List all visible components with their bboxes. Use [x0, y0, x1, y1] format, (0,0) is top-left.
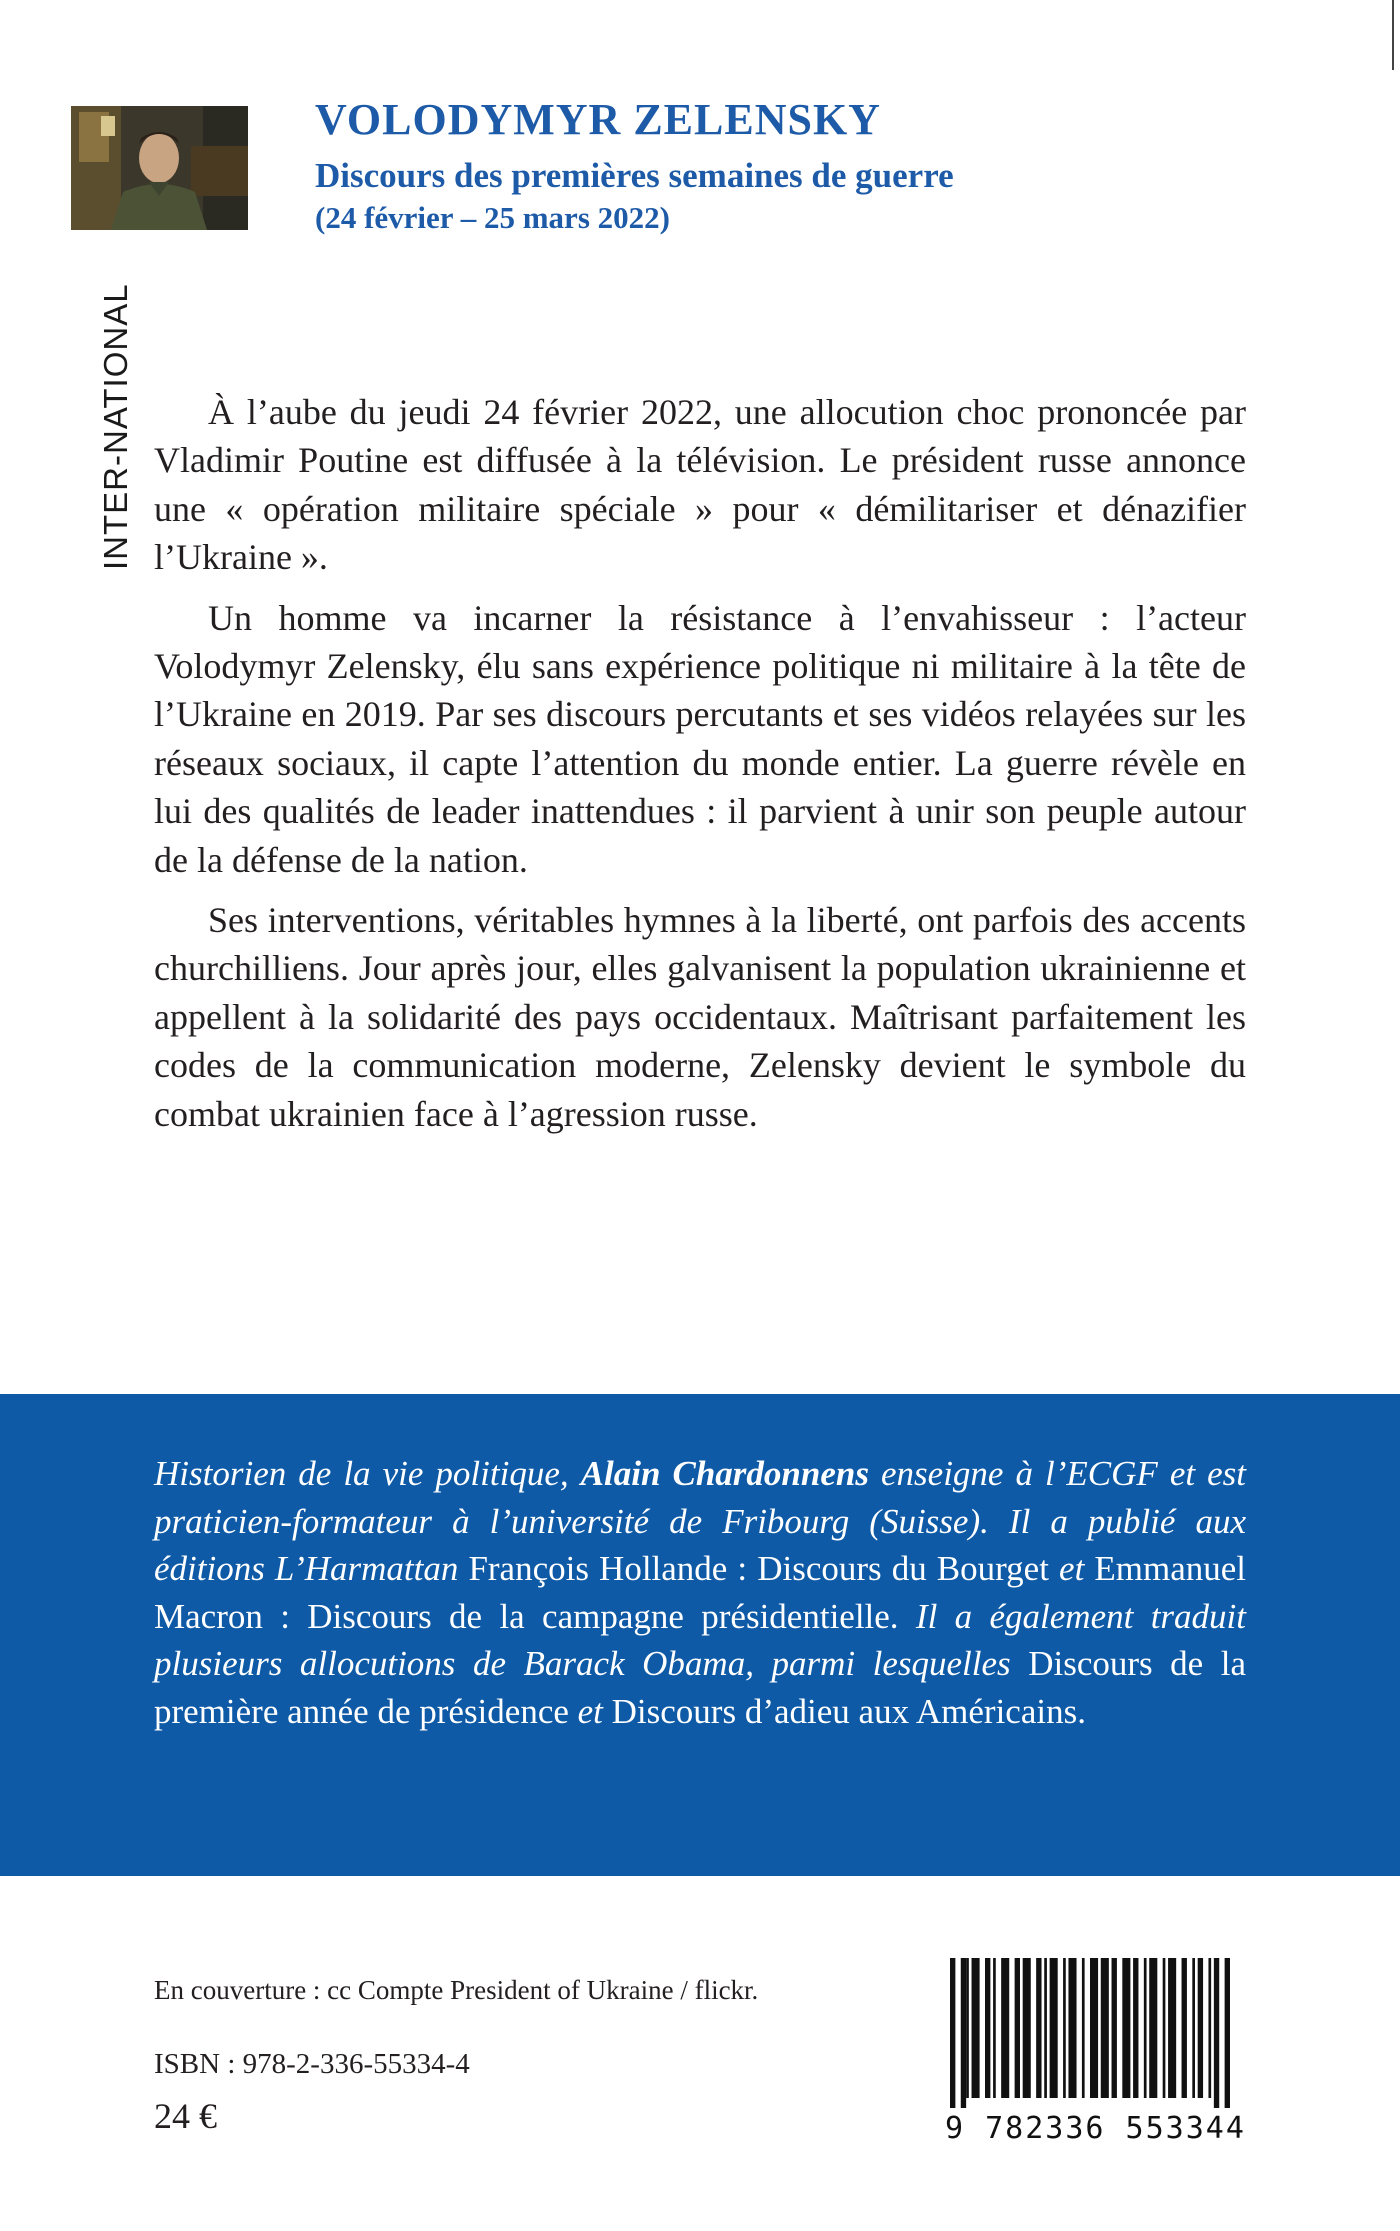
barcode-bar: [1063, 1958, 1066, 2098]
barcode-bar: [1082, 1958, 1085, 2098]
bio-book-title: Discours de la première année de présidence: [154, 1644, 1246, 1731]
barcode-bar: [1050, 1958, 1058, 2098]
bio-book-title: François Hollande : Discours du Bourget: [468, 1549, 1049, 1588]
barcode-bar: [1208, 1958, 1211, 2098]
barcode-bar: [985, 1958, 990, 2098]
barcode-bar: [1044, 1958, 1047, 2098]
page-edge-line: [1392, 0, 1394, 70]
barcode-bar: [1122, 1958, 1130, 2098]
back-cover-summary: [154, 388, 1246, 1150]
book-author: VOLODYMYR ZELENSKY: [315, 95, 881, 144]
summary-paragraph: Un homme va incarner la résistance à l’envahisseur : l’acteur Volodymyr Zelensky, élu sans expérience politique ni militaire à la tête de l’Ukraine en 2019. Par ses discours percutants et ses vidéos relayées sur les réseaux sociaux, il capte l’attention du monde entier. La guerre révèle en lui des qualités de leader inattendues : il parvient à unir son peuple autour de la défense de la nation.: [154, 597, 1246, 880]
barcode-bar: [1149, 1958, 1157, 2098]
author-bio-band: [0, 1394, 1400, 1876]
barcode-bar: [1163, 1958, 1166, 2098]
summary-paragraph: À l’aube du jeudi 24 février 2022, une allocution choc prononcée par Vladimir Poutine est diffusée à la télévision. Le président russe annonce une « opération militaire spéciale » pour « démilitariser et dénazifier l’Ukraine ».: [154, 392, 1246, 578]
barcode-bar: [1182, 1958, 1187, 2098]
bio-text: enseigne à l’ECGF et est praticien-formateur à l’université de Fribourg (Suisse). Il a publié aux éditions L’Harmattan: [154, 1454, 1246, 1588]
summary-paragraph: Ses interventions, véritables hymnes à la liberté, ont parfois des accents churchilliens. Jour après jour, elles galvanisent la population ukrainienne et appellent à la solidarité des pays occidentaux. Maîtrisant parfaitement les codes de la communication moderne, Zelensky devient le symbole du combat ukrainien face à l’agression russe.: [154, 900, 1246, 1134]
barcode-bar: [1192, 1958, 1195, 2098]
barcode-bars-icon: [945, 1958, 1235, 2108]
cover-credit: En couverture : cc Compte President of Ukraine / flickr.: [154, 1975, 759, 2005]
isbn: ISBN : 978-2-336-55334-4: [154, 2048, 470, 2080]
barcode-bar: [1001, 1958, 1009, 2098]
barcode-bar: [966, 1958, 969, 2098]
author-photo-image: [71, 106, 248, 230]
barcode-bar: [1068, 1958, 1076, 2098]
barcode-bar: [1133, 1958, 1138, 2098]
bio-book-title: Discours d’adieu aux Américains.: [611, 1691, 1086, 1731]
book-dates: (24 février – 25 mars 2022): [315, 200, 670, 235]
barcode-bar: [1101, 1958, 1109, 2098]
bio-text: et: [577, 1691, 603, 1731]
author-photo: [71, 106, 248, 230]
barcode-bar: [1036, 1958, 1041, 2098]
book-title: Discours des premières semaines de guerre: [315, 156, 954, 195]
barcode: [945, 1958, 1246, 2148]
barcode-bar: [1090, 1958, 1098, 2098]
price: 24 €: [154, 2096, 217, 2136]
barcode-bar: [972, 1958, 980, 2098]
barcode-bar: [1023, 1958, 1031, 2098]
bio-text: et: [1059, 1549, 1085, 1588]
author-bio: [154, 1450, 1246, 1735]
barcode-bar: [1144, 1958, 1147, 2098]
barcode-digits: 9 782336 553344: [945, 2111, 1246, 2146]
barcode-bar: [1168, 1958, 1176, 2098]
barcode-guard-bar: [961, 1958, 966, 2108]
barcode-bar: [1198, 1958, 1203, 2098]
barcode-guard-bar: [1225, 1958, 1230, 2108]
barcode-bar: [993, 1958, 996, 2098]
barcode-bar: [1015, 1958, 1020, 2098]
bio-book-title: Emmanuel Macron : Discours de la campagne présidentielle.: [154, 1549, 1246, 1636]
bio-text: Historien de la vie politique,: [154, 1454, 569, 1493]
barcode-guard-bar: [950, 1958, 955, 2108]
bio-text: Il a également traduit plusieurs allocutions de Barack Obama, parmi lesquelles: [154, 1596, 1246, 1683]
barcode-guard-bar: [1214, 1958, 1219, 2108]
bio-author-name: Alain Chardonnens: [580, 1454, 869, 1493]
series-label: INTER-NATIONAL: [97, 283, 134, 570]
barcode-bar: [1112, 1958, 1117, 2098]
